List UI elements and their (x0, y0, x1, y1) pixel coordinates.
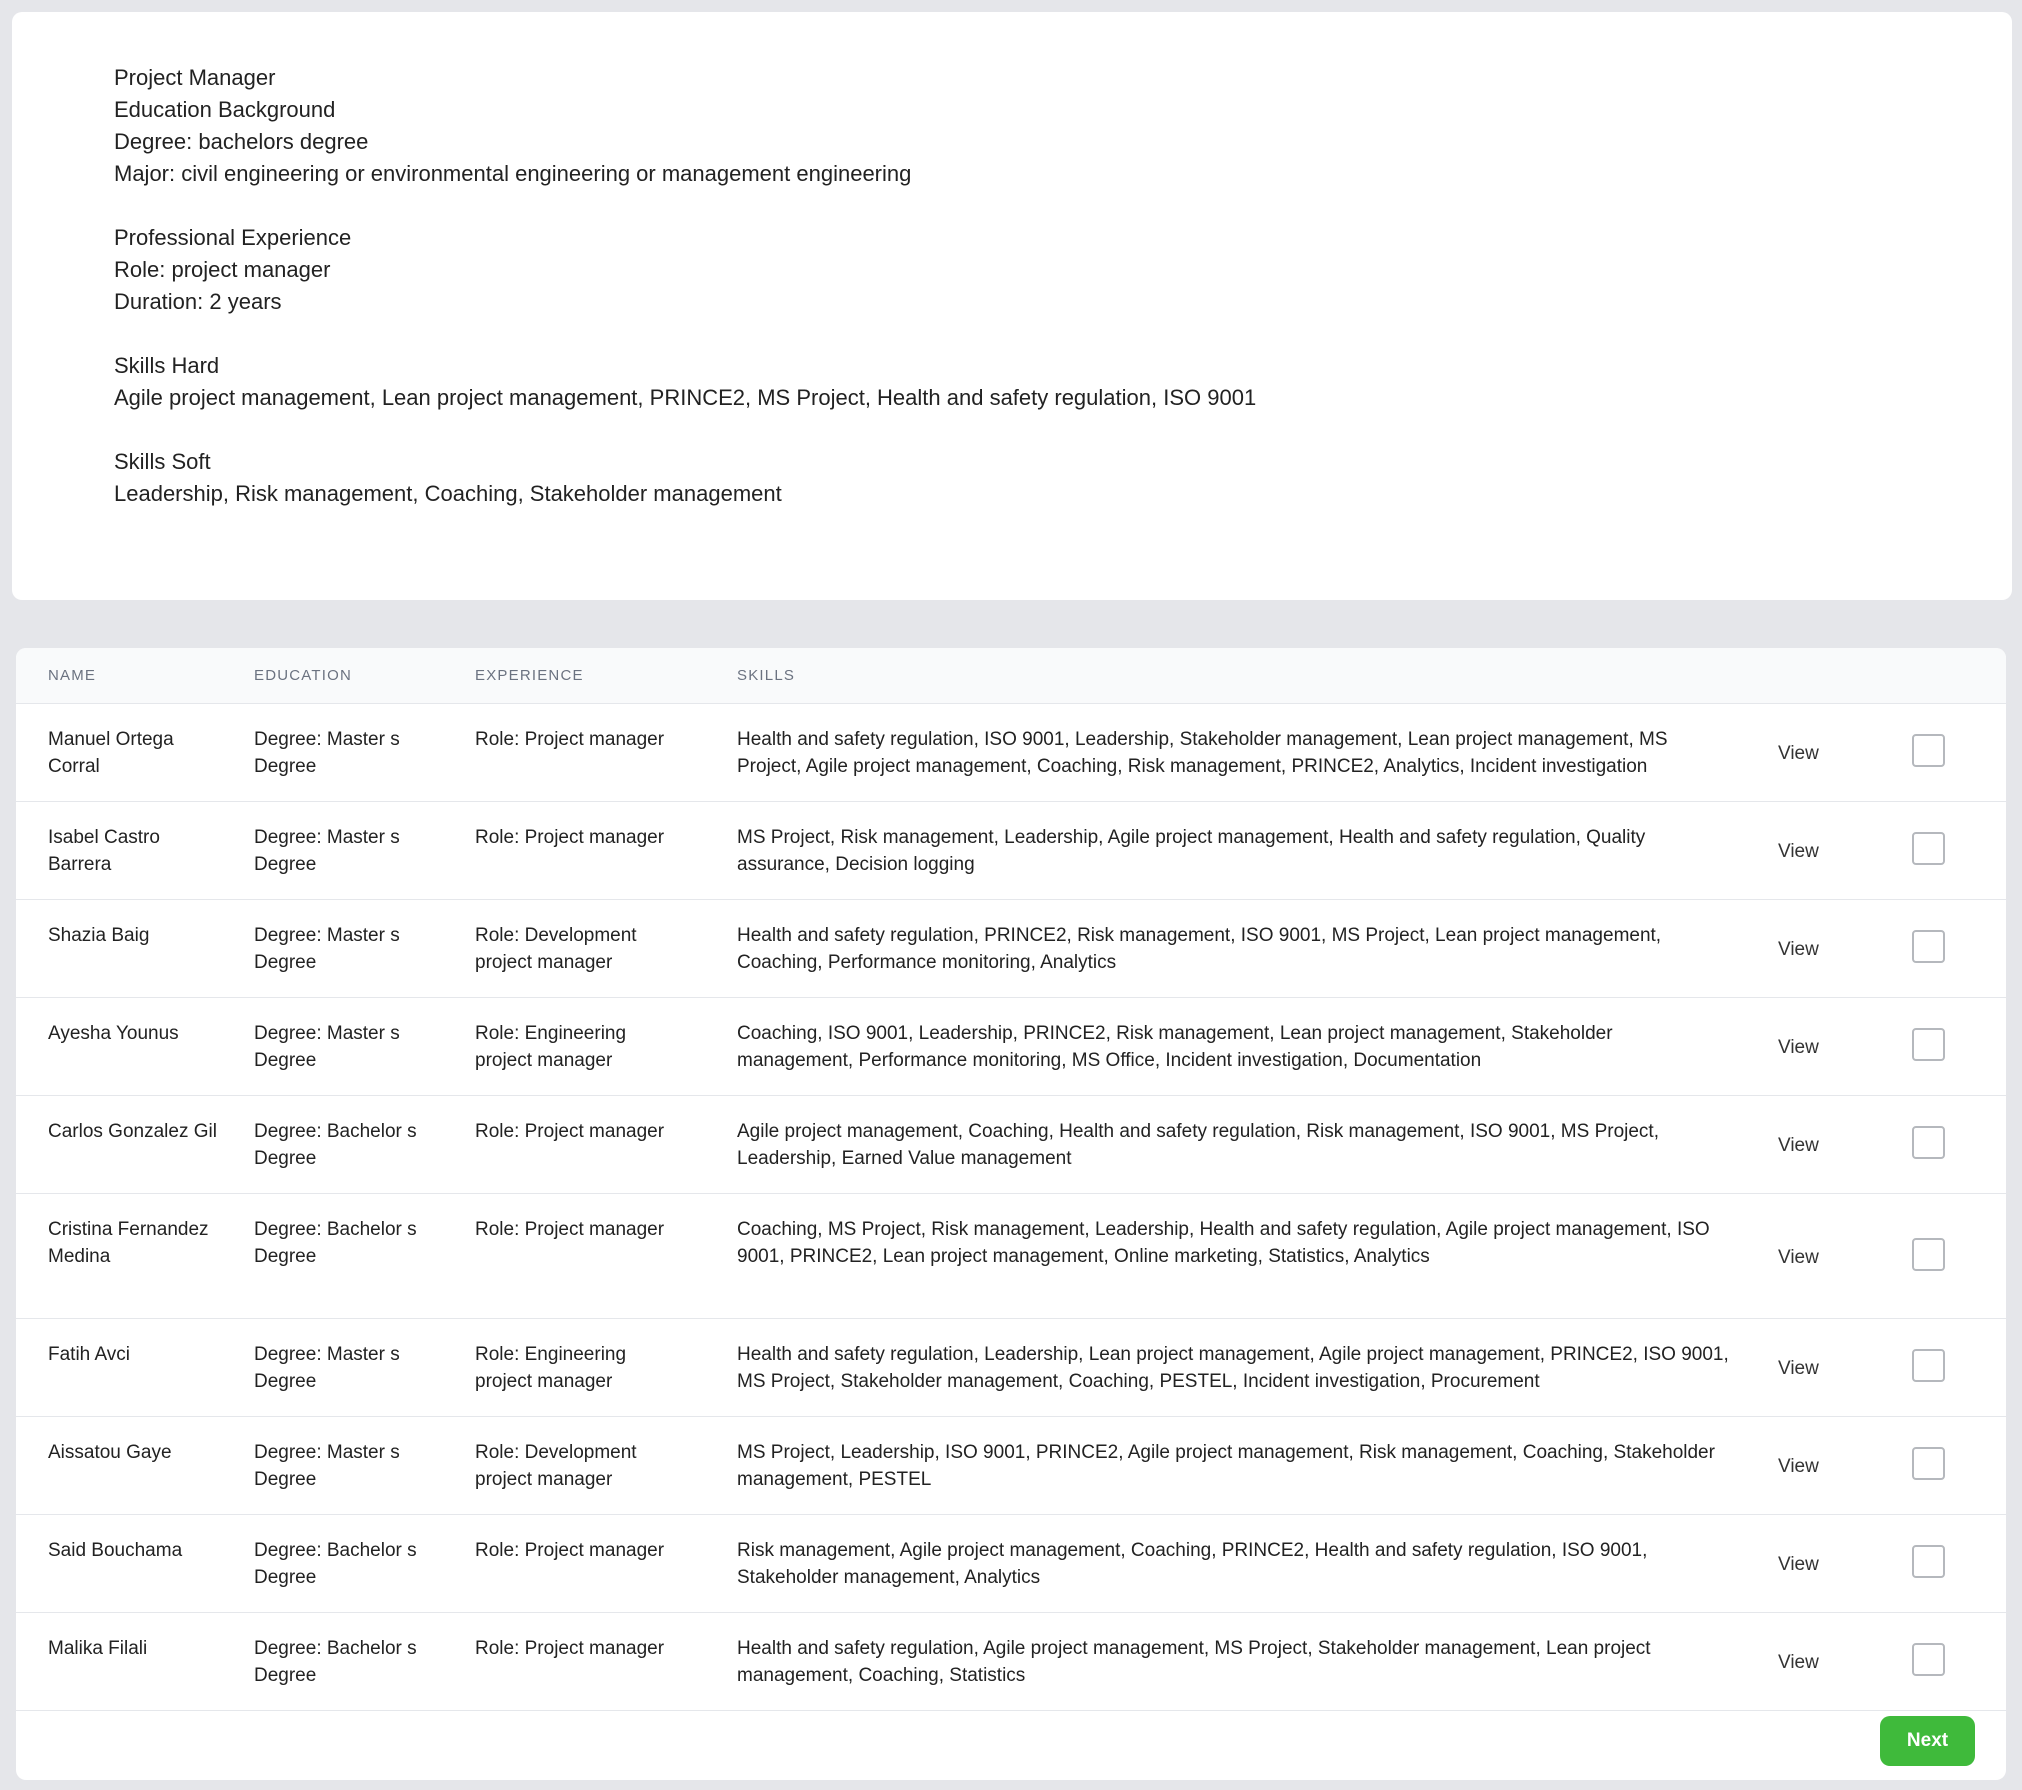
candidate-education: Degree: Bachelor s Degree (254, 1638, 417, 1686)
view-link[interactable]: View (1778, 939, 1819, 960)
candidate-skills: Health and safety regulation, Leadership, Lean project management, Agile project management, PRINCE2, ISO 9001, MS Project, Stakeholder management, Coaching, PESTEL, Incident investigation, Procurement (737, 1344, 1729, 1392)
candidate-experience: Role: Project manager (475, 827, 665, 848)
candidate-education: Degree: Bachelor s Degree (254, 1121, 417, 1169)
header-skills: SKILLS (737, 667, 796, 684)
view-link[interactable]: View (1778, 1456, 1819, 1477)
candidate-experience: Role: Project manager (475, 1540, 665, 1561)
view-link[interactable]: View (1778, 1652, 1819, 1673)
candidate-name: Isabel Castro Barrera (48, 827, 160, 875)
view-link[interactable]: View (1778, 841, 1819, 862)
candidate-name: Aissatou Gaye (48, 1442, 172, 1463)
table-row (16, 1613, 2006, 1711)
candidate-skills: Health and safety regulation, ISO 9001, Leadership, Stakeholder management, Lean project management, MS Project, Agile project management, Coaching, Risk management, PRINCE2, Analytics, Incident investigation (737, 729, 1668, 777)
major-text: Major: civil engineering or environmental engineering or management engineering (114, 161, 912, 186)
candidate-education: Degree: Master s Degree (254, 827, 400, 875)
view-link[interactable]: View (1778, 1554, 1819, 1575)
view-link[interactable]: View (1778, 1358, 1819, 1379)
candidate-skills: MS Project, Risk management, Leadership, Agile project management, Health and safety regulation, Quality assurance, Decision logging (737, 827, 1646, 875)
candidate-education: Degree: Master s Degree (254, 1023, 400, 1071)
table-row (16, 1417, 2006, 1515)
table-row (16, 1319, 2006, 1417)
candidate-education: Degree: Bachelor s Degree (254, 1219, 417, 1267)
candidate-experience: Role: Development project manager (475, 1442, 637, 1490)
view-link[interactable]: View (1778, 743, 1819, 764)
view-link[interactable]: View (1778, 1037, 1819, 1058)
table-row (16, 1515, 2006, 1613)
candidate-skills: Health and safety regulation, PRINCE2, Risk management, ISO 9001, MS Project, Lean project management, Coaching, Performance monitoring, Analytics (737, 925, 1662, 973)
select-checkbox[interactable] (1912, 734, 1945, 767)
education-heading: Education Background (114, 97, 336, 122)
select-checkbox[interactable] (1912, 1028, 1945, 1061)
view-link[interactable]: View (1778, 1135, 1819, 1156)
experience-heading: Professional Experience (114, 225, 352, 250)
select-checkbox[interactable] (1912, 832, 1945, 865)
job-description-card (12, 12, 2012, 600)
candidates-table (16, 648, 2006, 1780)
candidate-name: Carlos Gonzalez Gil (48, 1121, 217, 1142)
candidate-education: Degree: Master s Degree (254, 925, 400, 973)
candidate-skills: Agile project management, Coaching, Health and safety regulation, Risk management, ISO 9001, MS Project, Leadership, Earned Value management (737, 1121, 1659, 1169)
table-row (16, 998, 2006, 1096)
select-checkbox[interactable] (1912, 930, 1945, 963)
table-row (16, 704, 2006, 802)
candidate-experience: Role: Project manager (475, 1121, 665, 1142)
candidate-experience: Role: Engineering project manager (475, 1023, 627, 1071)
candidate-skills: Risk management, Agile project management, Coaching, PRINCE2, Health and safety regulation, ISO 9001, Stakeholder management, Analytics (737, 1540, 1648, 1588)
table-row (16, 900, 2006, 998)
candidate-education: Degree: Master s Degree (254, 1442, 400, 1490)
select-checkbox[interactable] (1912, 1238, 1945, 1271)
header-education: EDUCATION (254, 667, 353, 684)
candidate-name: Malika Filali (48, 1638, 148, 1659)
table-row (16, 1096, 2006, 1194)
table-row (16, 802, 2006, 900)
candidate-education: Degree: Master s Degree (254, 729, 400, 777)
view-link[interactable]: View (1778, 1246, 1819, 1268)
hard-skills-heading: Skills Hard (114, 353, 220, 378)
role-text: Role: project manager (114, 257, 331, 282)
table-row (16, 1194, 2006, 1319)
soft-skills-heading: Skills Soft (114, 449, 211, 474)
candidate-name: Said Bouchama (48, 1540, 183, 1561)
candidate-name: Cristina Fernandez Medina (48, 1219, 209, 1267)
candidate-skills: MS Project, Leadership, ISO 9001, PRINCE2, Agile project management, Risk management, Coaching, Stakeholder management, PESTEL (737, 1442, 1715, 1490)
candidate-name: Shazia Baig (48, 925, 150, 946)
degree-text: Degree: bachelors degree (114, 129, 369, 154)
candidate-education: Degree: Master s Degree (254, 1344, 400, 1392)
select-checkbox[interactable] (1912, 1643, 1945, 1676)
header-name: NAME (48, 667, 97, 684)
candidate-name: Ayesha Younus (48, 1023, 179, 1044)
candidate-experience: Role: Project manager (475, 1638, 665, 1659)
candidate-skills: Coaching, ISO 9001, Leadership, PRINCE2, Risk management, Lean project management, Stakeholder management, Performance monitoring, MS Office, Incident investigation, Documentation (737, 1023, 1613, 1071)
candidate-experience: Role: Project manager (475, 1219, 665, 1240)
select-checkbox[interactable] (1912, 1447, 1945, 1480)
candidate-name: Manuel Ortega Corral (48, 729, 174, 777)
candidate-experience: Role: Project manager (475, 729, 665, 750)
select-checkbox[interactable] (1912, 1349, 1945, 1382)
candidate-skills: Health and safety regulation, Agile project management, MS Project, Stakeholder management, Lean project management, Coaching, Statistics (737, 1638, 1651, 1686)
candidate-experience: Role: Engineering project manager (475, 1344, 627, 1392)
table-header (16, 648, 2006, 704)
select-checkbox[interactable] (1912, 1126, 1945, 1159)
candidate-experience: Role: Development project manager (475, 925, 637, 973)
duration-text: Duration: 2 years (114, 289, 282, 314)
candidate-education: Degree: Bachelor s Degree (254, 1540, 417, 1588)
next-button[interactable]: Next (1880, 1716, 1975, 1766)
job-title: Project Manager (114, 65, 276, 90)
candidate-name: Fatih Avci (48, 1344, 131, 1365)
header-experience: EXPERIENCE (475, 667, 584, 684)
soft-skills-text: Leadership, Risk management, Coaching, Stakeholder management (114, 481, 782, 506)
candidate-skills: Coaching, MS Project, Risk management, Leadership, Health and safety regulation, Agile project management, ISO 9001, PRINCE2, Lean project management, Online marketing, Statistics, Analytics (737, 1219, 1710, 1267)
hard-skills-text: Agile project management, Lean project management, PRINCE2, MS Project, Health and safety regulation, ISO 9001 (114, 385, 1257, 410)
select-checkbox[interactable] (1912, 1545, 1945, 1578)
